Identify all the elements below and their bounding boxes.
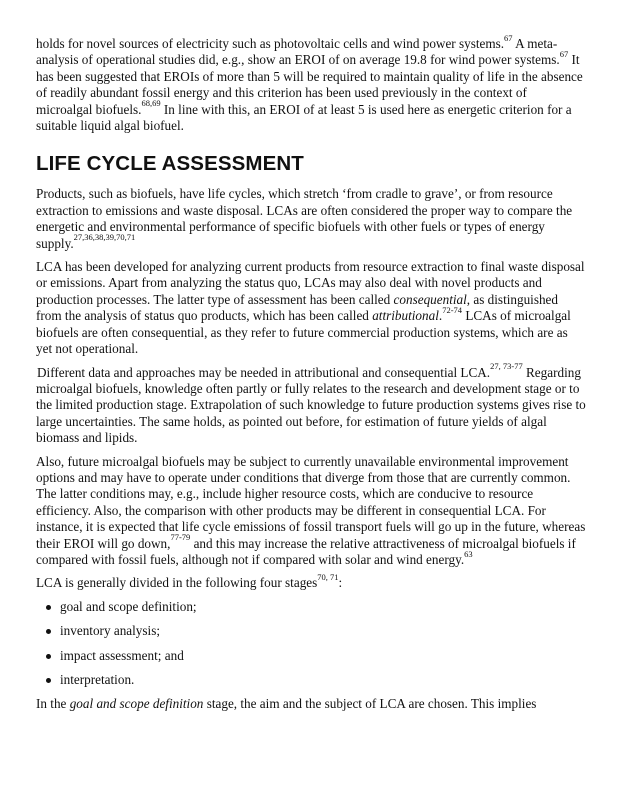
list-item: goal and scope definition; [60,599,586,615]
list-item: interpretation. [60,672,586,688]
list-item: inventory analysis; [60,623,586,639]
paragraph-eroi-intro: holds for novel sources of electricity such as photovoltaic cells and wind power systems.$^{67}$ A meta-analysis of operational studies did, e.g., show an EROI of on average 19.8 for wind power systems.$^{67}$ It has been suggested that EROIs of more than 5 will be required to maintain quality of life in the absence of readily abundant fossil energy and this criterion has been used previously in the context of microalgal biofuels.$^{68,69}$ In line with this, an EROI of at least 5 is used here as energetic criterion for a suitable liquid algal biofuel. [36,32,583,134]
paragraph-different-data: Different data and approaches may be needed in attributional and consequential LCA.$^{27, 73-77}$ Regarding microalgal biofuels, knowledge often partly or fully relates to the research and development stage or to the limited production stage. Extrapolation of such knowledge to future production systems gives rise to large uncertainties. The same holds, as pointed out before, for estimation of future yields of algal biomass and lipids. [36,361,586,446]
citation: 27,36,38,39,70,71 [73,232,136,243]
citation: 70, 71 [317,571,339,582]
term-consequential: consequential [393,291,467,307]
citation: 77-79 [170,532,191,543]
paragraph-lca-developed: LCA has been developed for analyzing current products from resource extraction to final waste disposal or emissions. Apart from analyzing the status quo, LCAs may also deal with novel products and production processes. The latter type of assessment has been called consequential, as distinguished from the analysis of status quo products, which has been called attributional.$^{72-74}$ LCAs of microalgal biofuels are often consequential, as they refer to future commercial production systems, which are as yet not operational. [36,259,585,357]
term-goal-scope: goal and scope definition [69,696,204,712]
citation: 27, 73-77 [490,361,523,372]
paragraph-future-microalgal: Also, future microalgal biofuels may be subject to currently unavailable environmental improvement options and may have to operate under conditions that diverge from those that are currently common. The latter conditions may, e.g., include higher resource costs, which are conducive to resource efficiency. Also, the comparison with other products may be different in consequential LCA. For instance, it is expected that life cycle emissions of fossil transport fuels will go up in the future, whereas their EROI will go down,$^{77-79}$ and this may increase the relative attractiveness of microalgal biofuels if compared with fossil fuels, although not if compared with solar and wind energy.$^{63}$ [36,453,586,567]
paragraph-four-stages: LCA is generally divided in the following four stages$^{70, 71}$: [36,571,343,591]
paragraph-goal-scope: In the goal and scope definition stage, the aim and the subject of LCA are chosen. This implies [36,696,537,712]
paragraph-life-cycles: Products, such as biofuels, have life cycles, which stretch ‘from cradle to grave’, or from resource extraction to emissions and waste disposal. LCAs are often considered the proper way to compare the energetic and environmental performance of specific biofuels with other fuels or types of energy supply.$^{27,36,38,39,70,71}$ [36,186,573,251]
stages-list [36,599,586,689]
section-heading: LIFE CYCLE ASSESSMENT [36,152,304,176]
term-attributional: attributional [372,308,439,324]
list-item: impact assessment; and [60,648,586,664]
citation: 63 [464,548,473,559]
document-page [36,32,586,720]
citation: 72-74 [442,304,463,315]
citation: 67 [504,32,513,43]
citation: 67 [559,49,569,60]
citation: 68,69 [141,98,161,109]
